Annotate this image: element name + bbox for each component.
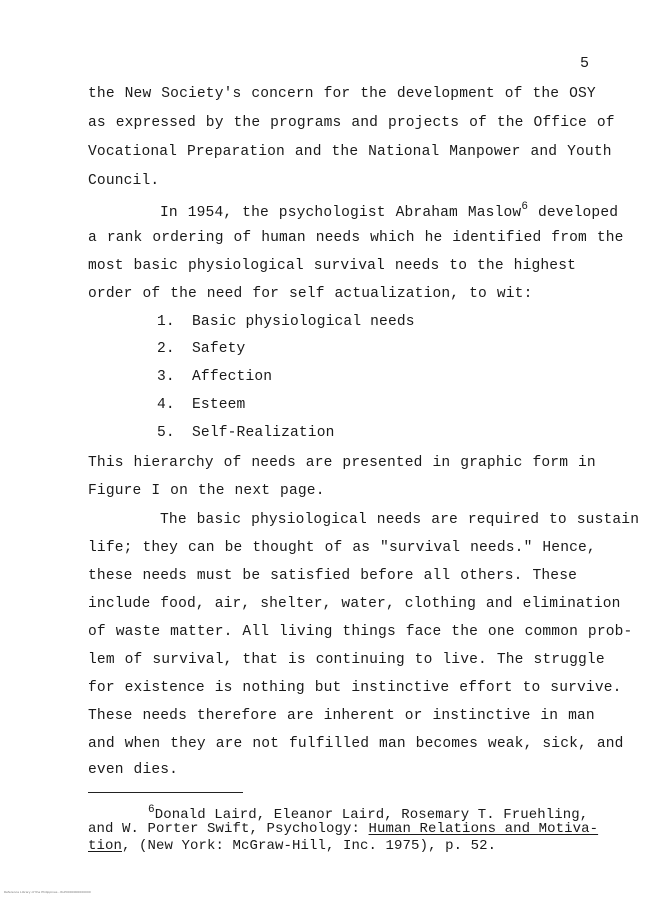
list-item xyxy=(157,314,415,330)
body-line: This hierarchy of needs are presented in graphic form in xyxy=(88,455,596,471)
body-line: order of the need for self actualization, to wit: xyxy=(88,286,533,302)
footnote-book-title: Human Relations and Motiva- xyxy=(368,821,599,837)
footnote-line xyxy=(88,821,598,837)
footnote-line xyxy=(88,838,496,854)
list-item xyxy=(157,369,272,385)
footnote-separator xyxy=(88,792,243,793)
list-item-number: 1. xyxy=(157,314,175,330)
body-line: life; they can be thought of as "survival needs." Hence, xyxy=(88,540,596,556)
list-item xyxy=(157,425,335,441)
footnote-book-title: tion xyxy=(88,838,123,854)
page-number: 5 xyxy=(580,55,590,72)
body-line: as expressed by the programs and projects of the Office of xyxy=(88,115,615,131)
body-line: the New Society's concern for the development of the OSY xyxy=(88,86,596,102)
footnote-text: Donald Laird, Eleanor Laird, Rosemary T. Fruehling, xyxy=(154,807,589,823)
maslow-line-post: developed xyxy=(528,205,619,221)
list-item-text: Self-Realization xyxy=(192,425,335,441)
footnote-reference: 6 xyxy=(521,201,529,213)
list-item xyxy=(157,341,245,357)
body-line: even dies. xyxy=(88,762,179,778)
body-line: These needs therefore are inherent or instinctive in man xyxy=(88,708,595,724)
body-line: lem of survival, that is continuing to live. The struggle xyxy=(88,652,605,668)
footnote-number: 6 xyxy=(148,804,155,816)
list-item-text: Affection xyxy=(192,369,273,385)
body-line: Council. xyxy=(88,173,160,189)
body-line: of waste matter. All living things face the one common prob- xyxy=(88,624,633,640)
list-item-text: Safety xyxy=(192,341,246,357)
body-line: most basic physiological survival needs to the highest xyxy=(88,258,577,274)
body-line: Figure I on the next page. xyxy=(88,483,325,499)
list-item-number: 5. xyxy=(157,425,175,441)
maslow-line-pre: In 1954, the psychologist Abraham Maslow xyxy=(160,205,522,221)
list-item xyxy=(157,397,245,413)
body-line: include food, air, shelter, water, clothing and elimination xyxy=(88,596,621,612)
body-line: Vocational Preparation and the National Manpower and Youth xyxy=(88,144,612,160)
archive-stamp: Reference Library of the Philippines - RLP0000000000000 xyxy=(4,890,91,894)
footnote-text: and W. Porter Swift, Psychology: xyxy=(88,821,369,837)
list-item-number: 2. xyxy=(157,341,175,357)
list-item-number: 4. xyxy=(157,397,175,413)
body-line: for existence is nothing but instinctive effort to survive. xyxy=(88,680,622,696)
body-line: The basic physiological needs are required to sustain xyxy=(160,512,640,528)
body-line: a rank ordering of human needs which he identified from the xyxy=(88,230,624,246)
footnote-text: , (New York: McGraw-Hill, Inc. 1975), p. 52. xyxy=(122,838,497,854)
body-line: these needs must be satisfied before all others. These xyxy=(88,568,578,584)
list-item-number: 3. xyxy=(157,369,175,385)
maslow-line xyxy=(160,201,618,221)
list-item-text: Basic physiological needs xyxy=(192,314,415,330)
body-line: and when they are not fulfilled man becomes weak, sick, and xyxy=(88,736,624,752)
list-item-text: Esteem xyxy=(192,397,246,413)
